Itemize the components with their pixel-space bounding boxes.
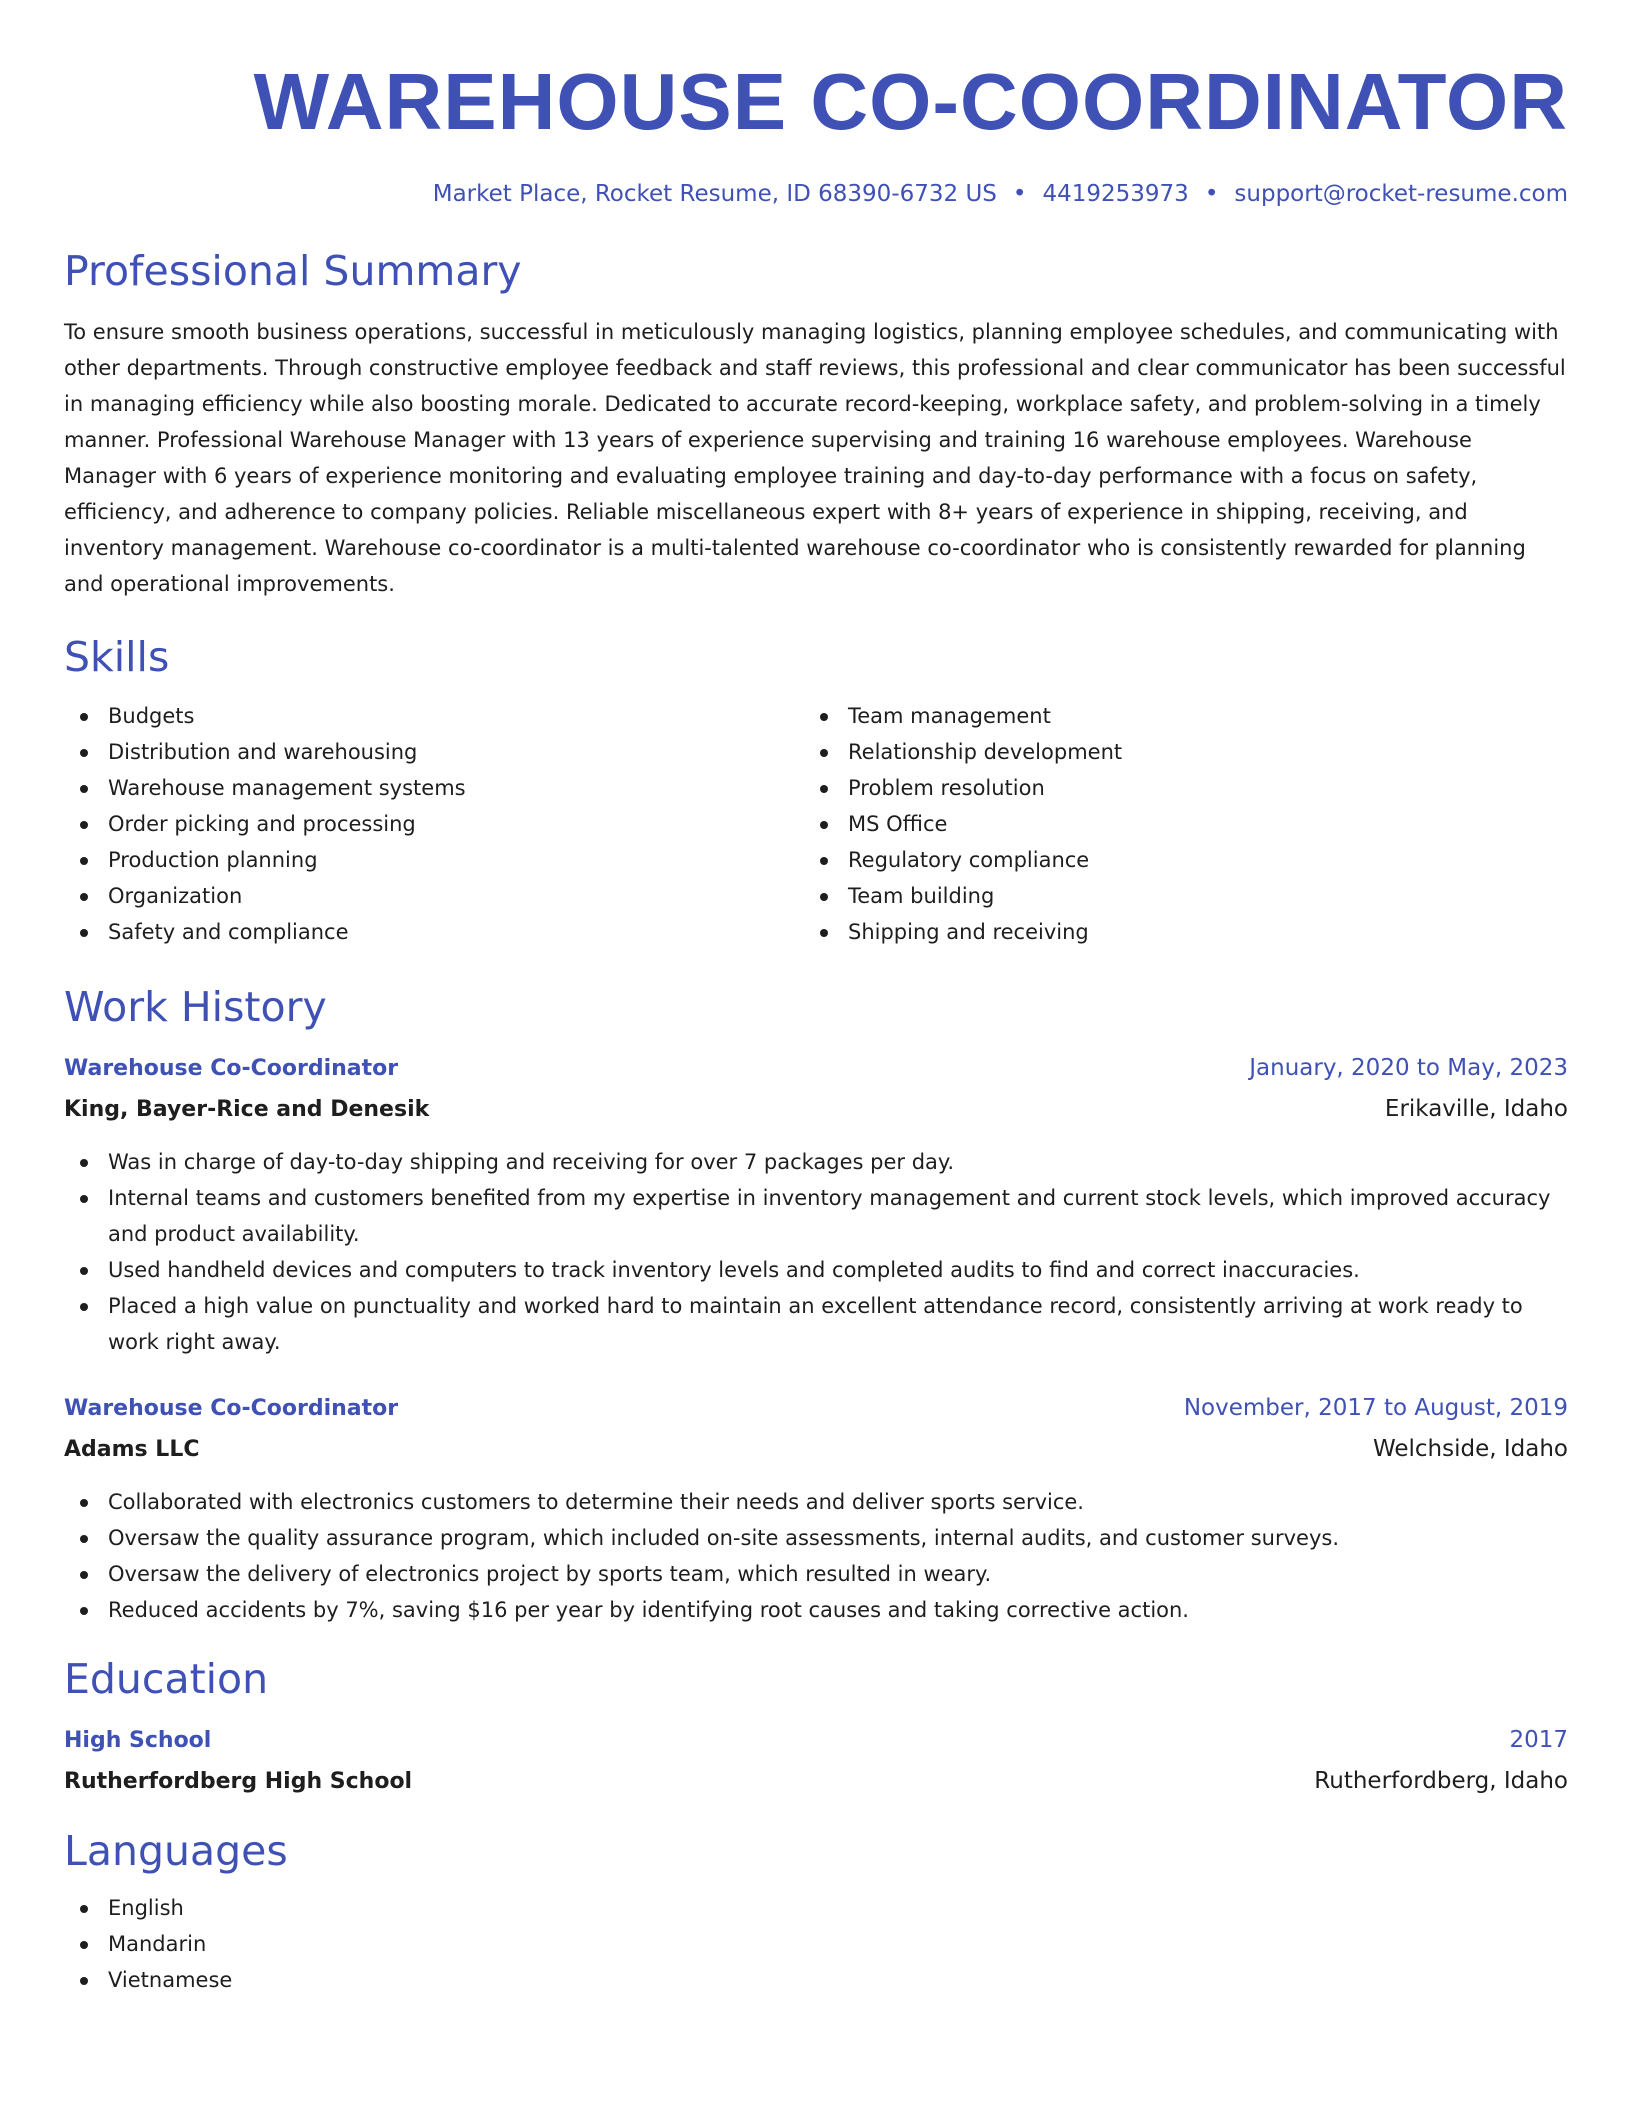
education-degree-row: [64, 1722, 1568, 1759]
skills-heading: Skills: [64, 633, 170, 681]
skill-item: Relationship development: [804, 734, 1564, 770]
skill-item: Warehouse management systems: [64, 770, 804, 806]
education-location: Rutherfordberg, Idaho: [1314, 1768, 1568, 1794]
education-degree: High School: [64, 1728, 212, 1753]
skill-item: Regulatory compliance: [804, 842, 1564, 878]
job-company: King, Bayer-Rice and Denesik: [64, 1097, 430, 1122]
skill-item: Team management: [804, 698, 1564, 734]
resume-name: WAREHOUSE CO-COORDINATOR: [253, 57, 1568, 146]
job-bullet: Collaborated with electronics customers to determine their needs and deliver sports service.: [64, 1484, 1568, 1520]
contact-email: support@rocket-resume.com: [1234, 181, 1568, 207]
job-title-row: [64, 1390, 1568, 1427]
job-bullet: Was in charge of day-to-day shipping and receiving for over 7 packages per day.: [64, 1144, 1568, 1180]
skill-item: Distribution and warehousing: [64, 734, 804, 770]
contact-separator: •: [1012, 181, 1027, 207]
job-company-row: [64, 1087, 1568, 1128]
contact-phone: 4419253973: [1042, 181, 1189, 207]
job-bullet: Internal teams and customers benefited from my expertise in inventory management and current stock levels, which improved accuracy and product availability.: [64, 1180, 1568, 1252]
skill-item: Problem resolution: [804, 770, 1564, 806]
language-item: Mandarin: [64, 1926, 1568, 1962]
job-company-row: [64, 1427, 1568, 1468]
languages-heading: Languages: [64, 1827, 288, 1875]
contact-line: [64, 178, 1568, 210]
education-school-row: [64, 1759, 1568, 1800]
job-company: Adams LLC: [64, 1437, 200, 1462]
job-location: Welchside, Idaho: [1372, 1436, 1568, 1462]
education-school: Rutherfordberg High School: [64, 1769, 413, 1794]
skills-columns: [64, 698, 1568, 950]
language-item: Vietnamese: [64, 1962, 1568, 1998]
job-entry: [64, 1390, 1568, 1628]
skill-item: Production planning: [64, 842, 804, 878]
education-year: 2017: [1509, 1727, 1568, 1753]
skills-left-column: [64, 698, 804, 950]
skill-item: Order picking and processing: [64, 806, 804, 842]
summary-text: To ensure smooth business operations, successful in meticulously managing logistics, planning employee schedules, and communicating with other departments. Through constructive employee feedback and staff reviews, this professional and clear communicator has been successful in managing efficiency while also boosting morale. Dedicated to accurate record-keeping, workplace safety, and problem-solving in a timely manner. Professional Warehouse Manager with 13 years of experience supervising and training 16 warehouse employees. Warehouse Manager with 6 years of experience monitoring and evaluating employee training and day-to-day performance with a focus on safety, efficiency, and adherence to company policies. Reliable miscellaneous expert with 8+ years of experience in shipping, receiving, and inventory management. Warehouse co-coordinator is a multi-talented warehouse co-coordinator who is consistently rewarded for planning and operational improvements.: [64, 320, 1566, 596]
job-bullets: [64, 1144, 1568, 1360]
skill-item: Organization: [64, 878, 804, 914]
skill-item: Shipping and receiving: [804, 914, 1564, 950]
job-title: Warehouse Co-Coordinator: [64, 1396, 399, 1421]
job-title: Warehouse Co-Coordinator: [64, 1056, 399, 1081]
job-dates: November, 2017 to August, 2019: [1183, 1395, 1568, 1421]
skill-item: MS Office: [804, 806, 1564, 842]
job-bullet: Used handheld devices and computers to track inventory levels and completed audits to find and correct inaccuracies.: [64, 1252, 1568, 1288]
job-bullet: Reduced accidents by 7%, saving $16 per year by identifying root causes and taking corrective action.: [64, 1592, 1568, 1628]
skill-item: Budgets: [64, 698, 804, 734]
job-bullet: Placed a high value on punctuality and worked hard to maintain an excellent attendance record, consistently arriving at work ready to work right away.: [64, 1288, 1568, 1360]
job-location: Erikaville, Idaho: [1384, 1096, 1568, 1122]
education-heading: Education: [64, 1655, 269, 1703]
languages-list: [64, 1890, 1568, 1998]
job-bullet: Oversaw the quality assurance program, which included on-site assessments, internal audits, and customer surveys.: [64, 1520, 1568, 1556]
job-dates: January, 2020 to May, 2023: [1249, 1055, 1568, 1081]
skill-item: Safety and compliance: [64, 914, 804, 950]
contact-address: Market Place, Rocket Resume, ID 68390-6732 US: [432, 181, 997, 207]
education-entry: [64, 1722, 1568, 1800]
job-bullets: [64, 1484, 1568, 1628]
job-title-row: [64, 1050, 1568, 1087]
summary-heading: Professional Summary: [64, 247, 522, 295]
skill-item: Team building: [804, 878, 1564, 914]
language-item: English: [64, 1890, 1568, 1926]
job-entry: [64, 1050, 1568, 1360]
contact-separator: •: [1204, 181, 1219, 207]
work-history-heading: Work History: [64, 983, 327, 1031]
skills-right-column: [804, 698, 1564, 950]
job-bullet: Oversaw the delivery of electronics project by sports team, which resulted in weary.: [64, 1556, 1568, 1592]
